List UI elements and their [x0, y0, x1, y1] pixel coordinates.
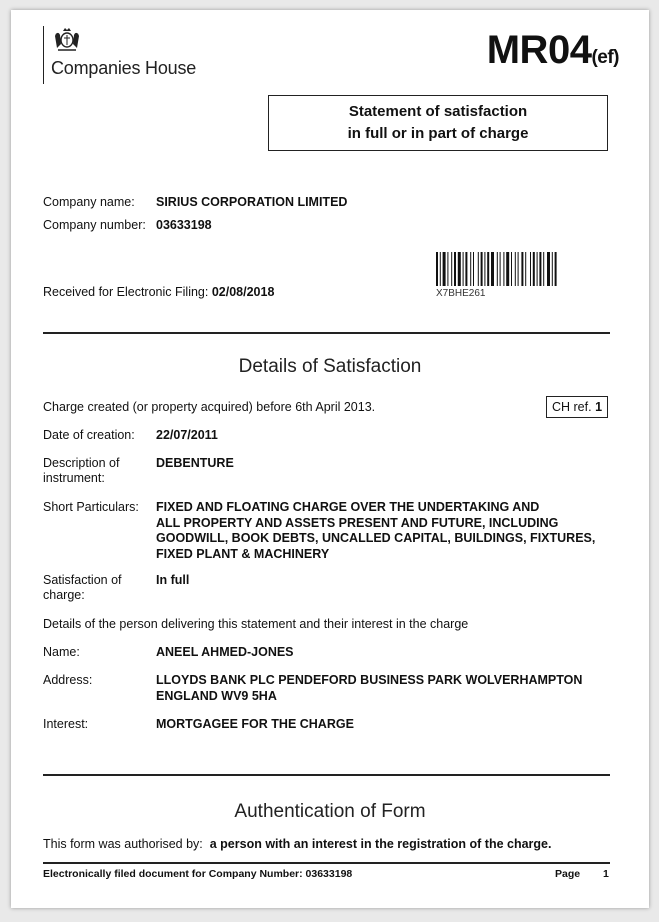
- page-number: 1: [603, 868, 609, 880]
- description-value: DEBENTURE: [156, 456, 234, 470]
- footer-text: Electronically filed document for Company Number: 03633198: [43, 868, 353, 880]
- satisfaction-label: [43, 573, 122, 603]
- company-name-value: SIRIUS CORPORATION LIMITED: [156, 195, 348, 209]
- form-title-box: [268, 95, 608, 151]
- barcode: [436, 252, 601, 286]
- person-name-label: Name:: [43, 645, 80, 659]
- section-divider: [43, 332, 610, 334]
- authentication-section-title: Authentication of Form: [234, 801, 426, 822]
- details-section-title: Details of Satisfaction: [238, 356, 422, 377]
- org-name: Companies House: [51, 58, 197, 78]
- satisfaction-value: In full: [156, 573, 190, 587]
- page-label: Page: [555, 868, 581, 880]
- interest-value: MORTGAGEE FOR THE CHARGE: [156, 717, 354, 731]
- barcode-text: X7BHE261: [436, 288, 486, 299]
- ch-ref-box: [546, 396, 608, 418]
- satisfaction-label-line-2: charge:: [43, 588, 85, 602]
- logo-divider: [43, 26, 44, 84]
- address-line-2: ENGLAND WV9 5HA: [156, 688, 277, 703]
- person-name-value: ANEEL AHMED-JONES: [156, 645, 294, 659]
- document-page: [11, 10, 649, 908]
- charge-created-text: Charge created (or property acquired) before 6th April 2013.: [43, 400, 376, 414]
- footer-divider: [43, 862, 610, 864]
- received-label: Received for Electronic Filing:: [43, 285, 209, 299]
- address-label: Address:: [43, 673, 93, 687]
- particulars-line: ALL PROPERTY AND ASSETS PRESENT AND FUTURE, INCLUDING: [156, 515, 559, 530]
- company-name-label: Company name:: [43, 195, 135, 209]
- ch-ref-value: 1: [595, 400, 603, 414]
- received-date: 02/08/2018: [211, 285, 275, 299]
- company-number-label: Company number:: [43, 218, 146, 232]
- form-title-line-2: in full or in part of charge: [347, 125, 529, 142]
- particulars-line: FIXED AND FLOATING CHARGE OVER THE UNDERTAKING AND: [156, 500, 540, 514]
- creation-date-value: 22/07/2011: [156, 428, 218, 442]
- royal-crest-icon: [52, 26, 82, 52]
- form-code-main: MR04: [486, 28, 592, 72]
- authorised-label: This form was authorised by:: [43, 837, 203, 851]
- description-label-line-2: instrument:: [43, 471, 105, 485]
- address-value: [156, 673, 582, 704]
- received-line: [43, 285, 274, 299]
- satisfaction-label-line-1: Satisfaction of: [43, 573, 122, 587]
- person-intro: Details of the person delivering this statement and their interest in the charge: [43, 617, 469, 631]
- creation-date-label: Date of creation:: [43, 428, 135, 442]
- description-label: [43, 456, 119, 486]
- ch-ref-label: CH ref.: [551, 400, 592, 414]
- address-line-1: LLOYDS BANK PLC PENDEFORD BUSINESS PARK WOLVERHAMPTON: [156, 673, 583, 687]
- authorised-line: [43, 837, 551, 851]
- authorised-value: a person with an interest in the registration of the charge.: [209, 837, 552, 851]
- particulars-label: Short Particulars:: [43, 500, 139, 514]
- company-number-value: 03633198: [156, 218, 212, 232]
- particulars-line: FIXED PLANT & MACHINERY: [156, 546, 330, 561]
- form-title-line-1: Statement of satisfaction: [348, 103, 528, 120]
- particulars-value: [156, 500, 595, 562]
- description-label-line-1: Description of: [43, 456, 120, 470]
- interest-label: Interest:: [43, 717, 89, 731]
- form-code: [487, 28, 619, 73]
- particulars-line: GOODWILL, BOOK DEBTS, UNCALLED CAPITAL, BUILDINGS, FIXTURES,: [156, 531, 596, 545]
- section-divider: [43, 774, 610, 776]
- form-code-suffix: (ef): [591, 47, 619, 68]
